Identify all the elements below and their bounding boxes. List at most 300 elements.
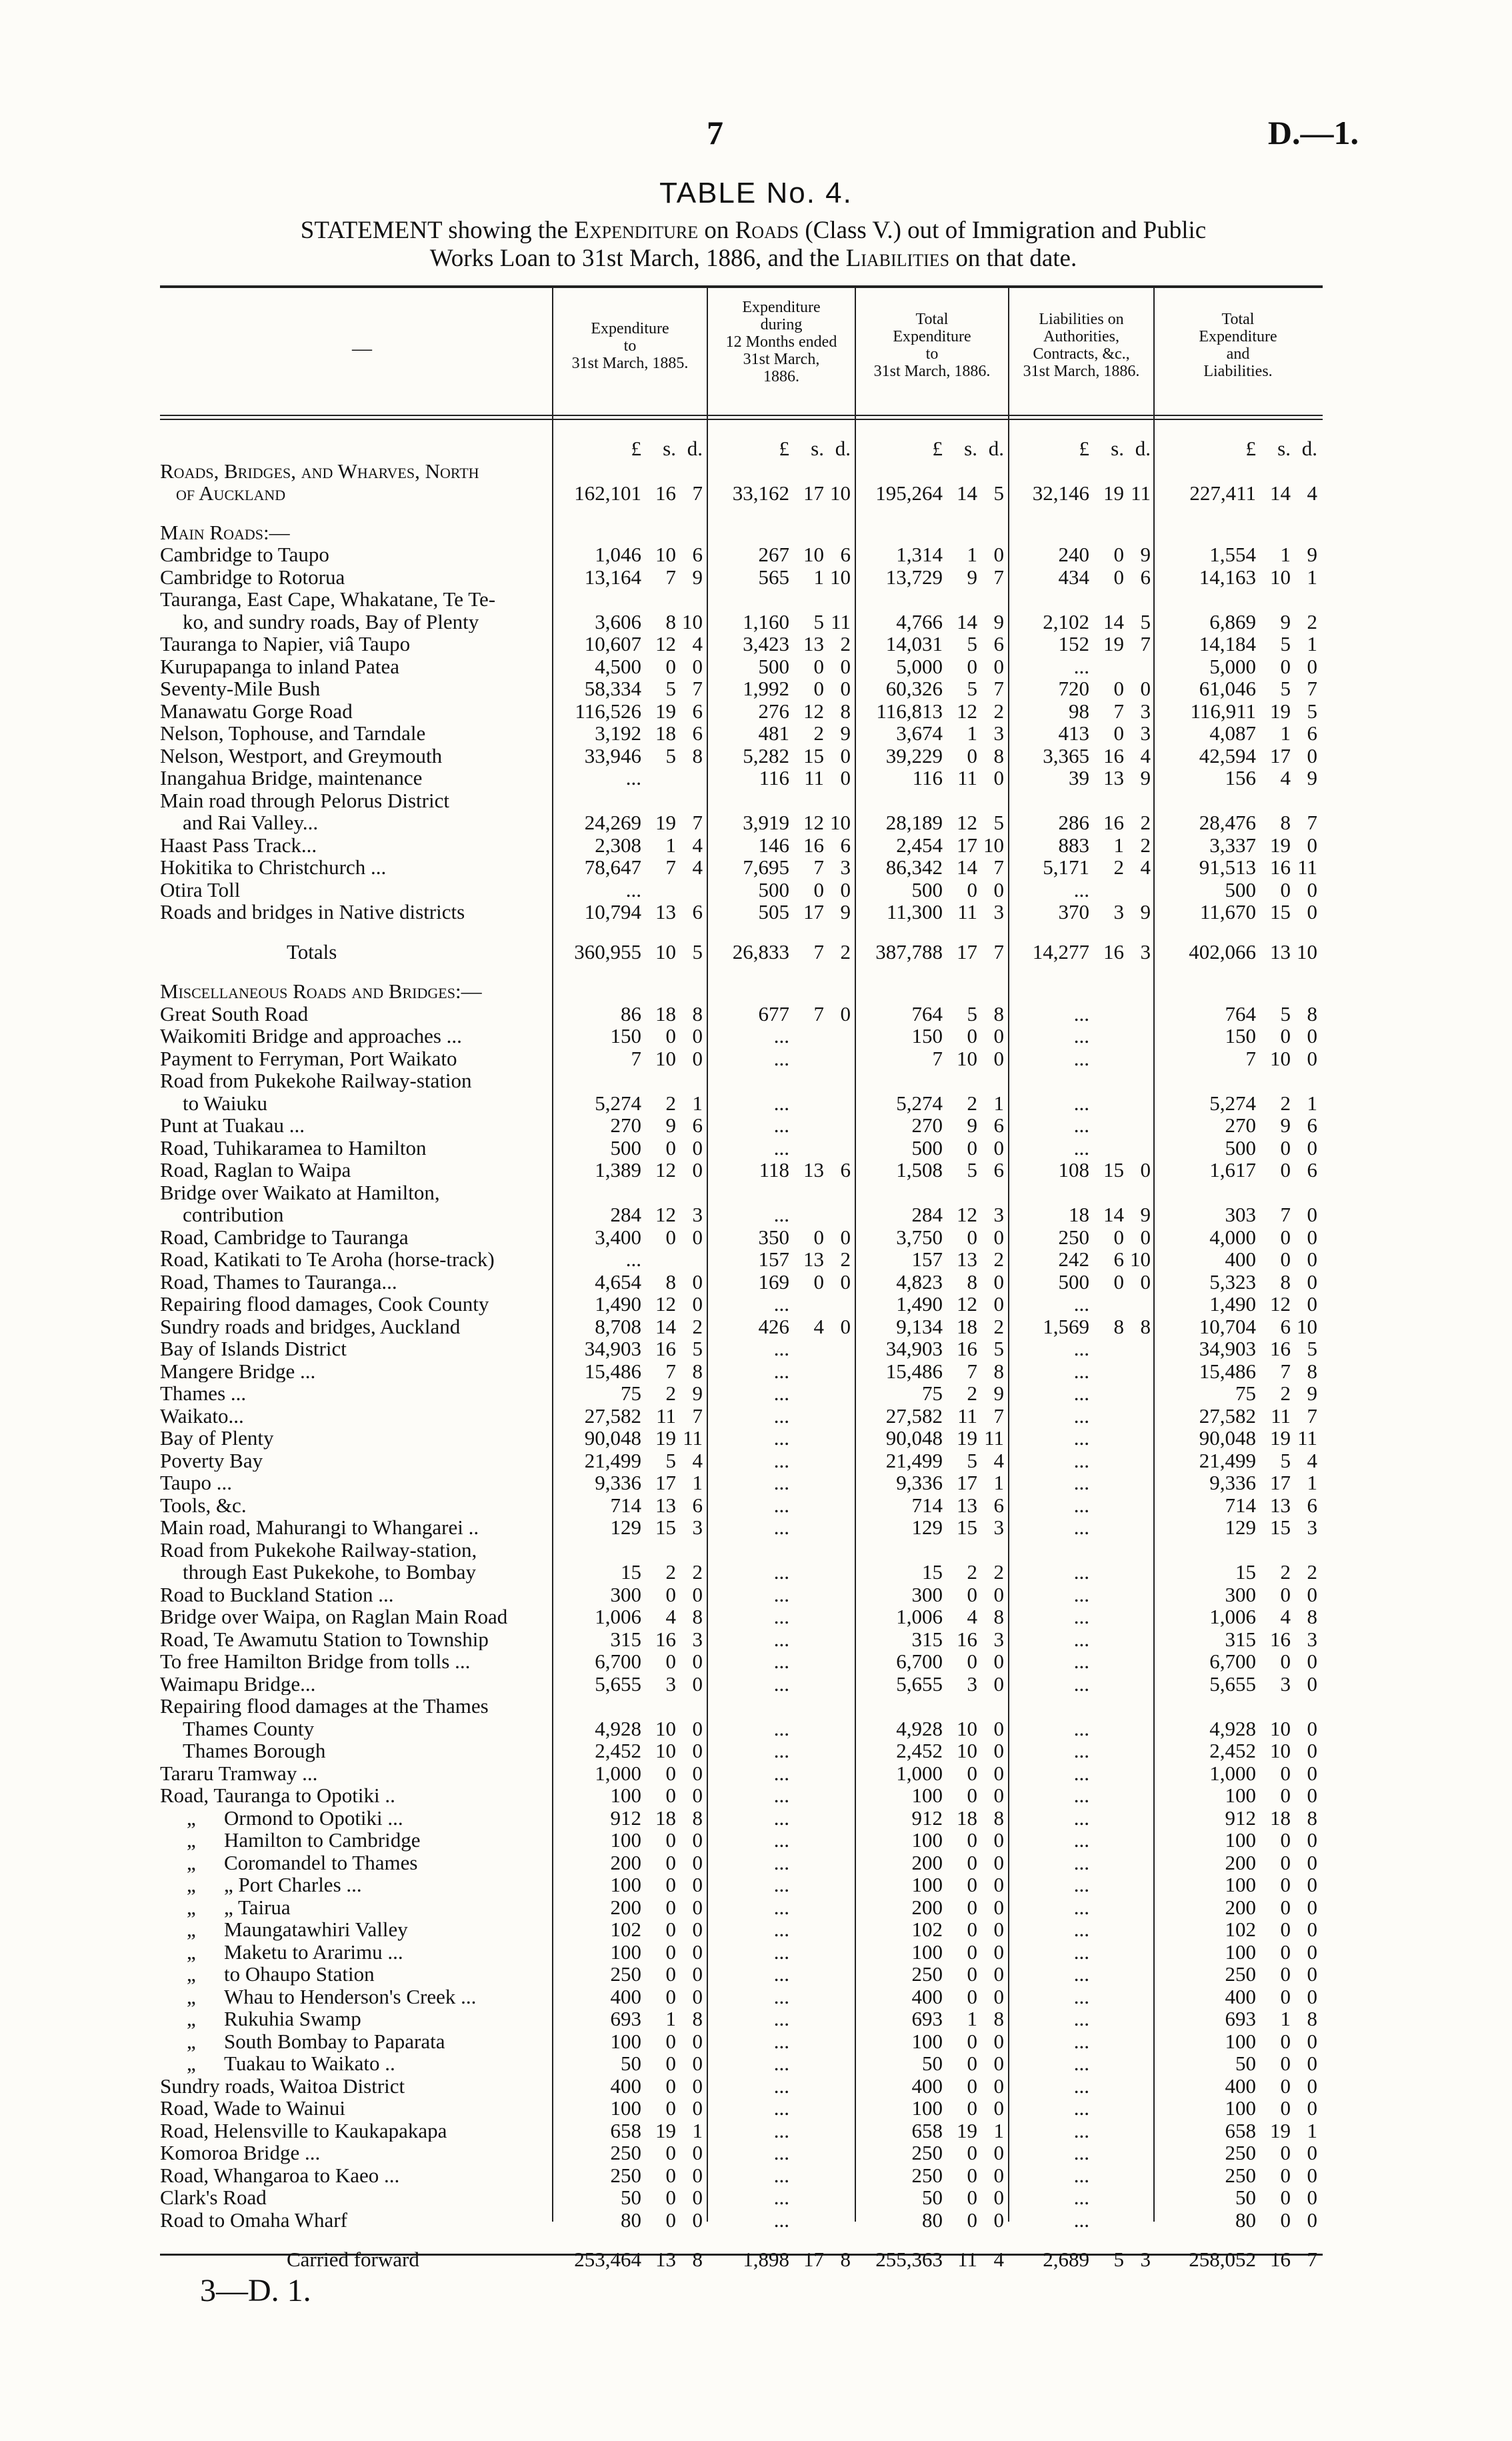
amount-pounds: ... (625, 877, 641, 901)
amount-shillings: 8 (967, 1270, 977, 1294)
amount-pounds: ... (1073, 2052, 1089, 2075)
amount-shillings: 5 (967, 1158, 977, 1181)
amount-shillings: 0 (1113, 721, 1124, 745)
table-row (160, 1606, 1320, 1628)
table-row (160, 1338, 1320, 1360)
amount-pounds: ... (1073, 1493, 1089, 1517)
total-row (160, 2248, 1320, 2271)
amount-pounds: 7 (631, 1046, 641, 1070)
amount-shillings: 19 (1270, 1426, 1291, 1450)
amount-shillings: 11 (957, 1404, 977, 1428)
amount-shillings: 19 (655, 699, 676, 723)
amount-pence: 9 (840, 900, 851, 923)
amount-pence: 2 (993, 1560, 1004, 1584)
amount-pence: 6 (1307, 721, 1317, 745)
amount-shillings: 0 (1280, 1582, 1291, 1606)
amount-pounds: 129 (610, 1516, 641, 1539)
amount-shillings: 11 (957, 900, 977, 923)
amount-pence: 6 (993, 1493, 1004, 1517)
amount-pounds: ... (773, 1716, 789, 1740)
amount-shillings: 15 (957, 1516, 977, 1539)
amount-pounds: 200 (610, 1850, 641, 1874)
row-label: Ormond to Opotiki ... (224, 1806, 403, 1829)
amount-pence: 3 (1140, 939, 1151, 963)
row-label: „ Tairua (224, 1896, 291, 1918)
amount-pounds: 150 (911, 1024, 943, 1047)
label-column-dash: — (352, 337, 372, 359)
amount-pence: 9 (993, 1382, 1004, 1405)
amount-pounds: 303 (1225, 1203, 1256, 1226)
amount-shillings: 10 (655, 1046, 676, 1070)
row-spacer (160, 2231, 1320, 2248)
amount-pounds: ... (1073, 1806, 1089, 1830)
amount-pounds: 270 (911, 1113, 943, 1137)
amount-shillings: 0 (967, 1828, 977, 1852)
amount-pounds: ... (773, 1806, 789, 1830)
amount-pounds: ... (625, 766, 641, 789)
table-row (160, 2030, 1320, 2053)
amount-pence: 8 (840, 2248, 851, 2271)
statement-line2a: Works Loan to 31st March, 1886, and the (429, 245, 840, 272)
amount-shillings: 9 (1280, 1113, 1291, 1137)
row-label: Miscellaneous Roads and Bridges:— (160, 980, 482, 1003)
table-row (160, 2120, 1320, 2142)
table-row (160, 1740, 1320, 1762)
amount-pounds: 34,903 (885, 1337, 943, 1360)
amount-pence: 8 (1307, 1605, 1317, 1628)
amount-pence: 0 (692, 1895, 703, 1919)
amount-pounds: 912 (1225, 1806, 1256, 1830)
amount-pounds: 18 (1069, 1203, 1089, 1226)
amount-pence: 8 (993, 743, 1004, 767)
amount-pounds: 400 (911, 2074, 943, 2098)
col-header-1 (553, 320, 707, 372)
amount-pounds: 11,300 (886, 900, 943, 923)
amount-pounds: 4,928 (1209, 1716, 1256, 1740)
amount-shillings: 12 (957, 1292, 977, 1316)
amount-pounds: 14,163 (1199, 565, 1256, 589)
amount-pence: 3 (1140, 699, 1151, 723)
amount-pounds: 5,323 (1209, 1270, 1256, 1294)
amount-pounds: 5,274 (1209, 1091, 1256, 1115)
amount-shillings: 10 (803, 543, 824, 566)
amount-shillings: 11 (1271, 1404, 1291, 1428)
amount-shillings: 0 (1280, 1850, 1291, 1874)
amount-pounds: ... (773, 2096, 789, 2120)
amount-pence: 0 (993, 2052, 1004, 2075)
amount-pounds: ... (1073, 877, 1089, 901)
statement-expenditure: Expenditure (574, 217, 699, 244)
amount-pounds: ... (773, 1359, 789, 1383)
amount-pounds: 100 (1225, 2029, 1256, 2053)
table-row (160, 1650, 1320, 1673)
amount-pounds: 28,189 (885, 811, 943, 834)
amount-pence: 1 (993, 1471, 1004, 1494)
amount-pence: 8 (993, 2007, 1004, 2030)
amount-pounds: 100 (1225, 1828, 1256, 1852)
amount-pence: 0 (993, 1739, 1004, 1762)
amount-pounds: 2,102 (1043, 609, 1089, 633)
amount-pounds: ... (773, 1918, 789, 1941)
amount-pence: 0 (692, 1024, 703, 1047)
amount-pounds: 253,464 (574, 2248, 641, 2271)
amount-pounds: 1,006 (1209, 1605, 1256, 1628)
amount-shillings: 14 (957, 481, 977, 505)
amount-shillings: 6 (1113, 1248, 1124, 1271)
amount-shillings: 7 (813, 939, 824, 963)
amount-pounds: 883 (1058, 833, 1089, 857)
amount-pence: 0 (1307, 1895, 1317, 1919)
amount-pounds: 4,087 (1209, 721, 1256, 745)
amount-pounds: ... (1073, 1560, 1089, 1584)
amount-pence: 5 (1307, 1337, 1317, 1360)
table-row (160, 1628, 1320, 1651)
amount-pounds: ... (1073, 1582, 1089, 1606)
amount-shillings: 0 (665, 1135, 676, 1159)
amount-pence: 0 (993, 766, 1004, 789)
amount-pence: 0 (692, 1828, 703, 1852)
amount-pence: 2 (840, 1248, 851, 1271)
amount-pounds: 1,160 (743, 609, 789, 633)
amount-pounds: 255,363 (875, 2248, 943, 2271)
table-row (160, 1316, 1320, 1338)
ditto-mark: „ (187, 1895, 196, 1919)
amount-pence: 8 (840, 699, 851, 723)
amount-shillings: 10 (957, 1046, 977, 1070)
amount-pence: 8 (1140, 1314, 1151, 1338)
table-row (160, 1248, 1320, 1271)
amount-shillings: 2 (813, 721, 824, 745)
row-label: Manawatu Gorge Road (160, 699, 353, 722)
amount-pounds: 250 (1225, 2163, 1256, 2187)
amount-pence: 0 (1140, 1225, 1151, 1249)
amount-pence: 0 (692, 1225, 703, 1249)
amount-pounds: ... (1073, 1940, 1089, 1964)
amount-pounds: 500 (1225, 877, 1256, 901)
table-row (160, 1025, 1320, 1047)
amount-pounds: ... (1073, 1716, 1089, 1740)
amount-shillings: 0 (967, 1984, 977, 2008)
amount-shillings: 0 (967, 2096, 977, 2120)
amount-pence: 0 (993, 1225, 1004, 1249)
row-label: Tararu Tramway ... (160, 1762, 318, 1784)
amount-pence: 0 (840, 677, 851, 700)
row-label: Road, Te Awamutu Station to Township (160, 1628, 489, 1650)
table-row (160, 655, 1320, 678)
table-body (160, 437, 1320, 2271)
amount-pence: 3 (993, 1203, 1004, 1226)
amount-shillings: 0 (967, 2029, 977, 2053)
amount-shillings: 3 (967, 1672, 977, 1696)
col-header-3-line: to (925, 345, 939, 363)
amount-shillings: 10 (1270, 1739, 1291, 1762)
amount-pounds: ... (1073, 2186, 1089, 2209)
amount-pence: 8 (692, 1359, 703, 1383)
amount-pounds: ... (1073, 1135, 1089, 1159)
amount-shillings: 0 (1280, 877, 1291, 901)
amount-pence: 7 (993, 677, 1004, 700)
ditto-mark: „ (187, 1918, 196, 1941)
amount-pounds: 240 (1058, 543, 1089, 566)
amount-pounds: 720 (1058, 677, 1089, 700)
amount-pence: 0 (840, 1225, 851, 1249)
amount-pence: 0 (1307, 1918, 1317, 1941)
amount-pounds: ... (773, 2029, 789, 2053)
ditto-mark: „ (187, 1984, 196, 2008)
amount-shillings: 0 (967, 2052, 977, 2075)
amount-shillings: 4 (813, 1314, 824, 1338)
amount-pounds: 3,606 (595, 609, 641, 633)
row-label: Bay of Plenty (160, 1427, 274, 1450)
amount-pounds: 50 (922, 2052, 943, 2075)
amount-pence: 9 (1140, 900, 1151, 923)
amount-shillings: 15 (1270, 900, 1291, 923)
amount-pence: 0 (1307, 654, 1317, 678)
amount-shillings: 12 (957, 811, 977, 834)
amount-pence: 8 (993, 1605, 1004, 1628)
amount-pounds: 118 (759, 1158, 789, 1181)
amount-pounds: ... (773, 1850, 789, 1874)
amount-pence: 4 (692, 855, 703, 879)
amount-pounds: £ (1079, 437, 1089, 460)
amount-shillings: 4 (1280, 1605, 1291, 1628)
amount-shillings: 5 (967, 632, 977, 655)
amount-pence: 0 (993, 1828, 1004, 1852)
row-label: Road, Katikati to Te Aroha (horse-track) (160, 1248, 495, 1271)
amount-pounds: ... (773, 1672, 789, 1696)
amount-shillings: 16 (655, 1627, 676, 1651)
amount-pounds: 129 (1225, 1516, 1256, 1539)
row-label: Thames County (183, 1717, 315, 1740)
amount-shillings: 0 (1280, 1650, 1291, 1673)
amount-pence: 4 (993, 2248, 1004, 2271)
amount-pounds: 10,704 (1199, 1314, 1256, 1338)
ditto-mark: „ (187, 1873, 196, 1896)
amount-pounds: 10,794 (584, 900, 641, 923)
row-label: Road, Tauranga to Opotiki .. (160, 1784, 395, 1807)
col-header-5-line: and (1226, 345, 1250, 363)
row-label: Thames Borough (183, 1740, 326, 1762)
amount-pounds: ... (773, 1627, 789, 1651)
amount-pounds: 1,569 (1043, 1314, 1089, 1338)
amount-pence: 11 (984, 1426, 1004, 1450)
amount-pounds: ... (773, 1426, 789, 1450)
col-header-3 (856, 311, 1008, 380)
amount-pounds: ... (1073, 1404, 1089, 1428)
amount-pounds: ... (773, 1784, 789, 1807)
amount-pounds: 370 (1058, 900, 1089, 923)
amount-pounds: 250 (911, 2163, 943, 2187)
amount-shillings: 0 (1280, 1918, 1291, 1941)
table-row (160, 1092, 1320, 1115)
amount-pounds: ... (1073, 1918, 1089, 1941)
table-row (160, 811, 1320, 834)
section-heading-row (160, 521, 1320, 544)
amount-pounds: ... (773, 1605, 789, 1628)
amount-pence: 7 (692, 1404, 703, 1428)
table-row (160, 1695, 1320, 1718)
amount-pounds: 1,000 (595, 1761, 641, 1785)
amount-pence: 11 (683, 1426, 703, 1450)
amount-shillings: 19 (957, 2118, 977, 2142)
table-row (160, 1360, 1320, 1383)
amount-pounds: 150 (610, 1024, 641, 1047)
amount-pence: 7 (993, 565, 1004, 589)
amount-pence: 0 (692, 2163, 703, 2187)
amount-pounds: ... (1073, 1873, 1089, 1896)
amount-pence: 0 (692, 1292, 703, 1316)
table-row (160, 767, 1320, 789)
amount-shillings: 13 (803, 1158, 824, 1181)
table-row (160, 2209, 1320, 2232)
amount-pounds: 1,490 (1209, 1292, 1256, 1316)
col-header-3-line: Total (915, 311, 949, 328)
amount-pounds: ... (773, 2007, 789, 2030)
amount-shillings: 0 (665, 1895, 676, 1919)
amount-shillings: 5 (967, 1001, 977, 1025)
amount-pence: 7 (692, 811, 703, 834)
amount-pence: 0 (692, 1739, 703, 1762)
amount-shillings: 19 (655, 811, 676, 834)
amount-pounds: ... (773, 1962, 789, 1986)
row-label: Bay of Islands District (160, 1338, 347, 1360)
row-spacer (160, 923, 1320, 941)
amount-pence: 0 (692, 1850, 703, 1874)
amount-pence: 0 (692, 2186, 703, 2209)
amount-pounds: ... (773, 1113, 789, 1137)
amount-pounds: 24,269 (584, 811, 641, 834)
amount-pounds: 129 (911, 1516, 943, 1539)
amount-shillings: 4 (967, 1605, 977, 1628)
amount-pence: 11 (831, 609, 851, 633)
amount-pounds: 50 (621, 2052, 641, 2075)
amount-pounds: 27,582 (1199, 1404, 1256, 1428)
table-row (160, 1718, 1320, 1740)
col-header-5-line: Liabilities. (1203, 363, 1273, 380)
table-row (160, 1539, 1320, 1562)
amount-shillings: 8 (665, 609, 676, 633)
row-label: Cambridge to Rotorua (160, 565, 345, 588)
section-heading-row (160, 980, 1320, 1003)
col-header-4-line: Liabilities on (1039, 311, 1124, 328)
row-label: Tuakau to Waikato .. (224, 2052, 395, 2075)
amount-pounds: 413 (1058, 721, 1089, 745)
amount-pounds: 764 (911, 1001, 943, 1025)
amount-shillings: 10 (655, 1739, 676, 1762)
row-label: Tauranga to Napier, viâ Taupo (160, 633, 411, 655)
amount-pounds: 86,342 (885, 855, 943, 879)
row-label: Road, Thames to Tauranga... (160, 1270, 397, 1293)
ditto-mark: „ (187, 1962, 196, 1986)
amount-shillings: 0 (665, 1873, 676, 1896)
amount-pounds: 500 (911, 877, 943, 901)
amount-pounds: 26,833 (732, 939, 789, 963)
amount-pounds: 9,336 (896, 1471, 943, 1494)
col-header-4 (1009, 311, 1153, 380)
amount-pence: 6 (692, 1493, 703, 1517)
amount-pence: 4 (1307, 1448, 1317, 1472)
table-row (160, 1561, 1320, 1584)
amount-pounds: 4,500 (595, 654, 641, 678)
amount-pence: 10 (830, 481, 851, 505)
amount-shillings: 1 (813, 565, 824, 589)
amount-shillings: 12 (957, 1203, 977, 1226)
amount-shillings: 19 (1270, 699, 1291, 723)
row-label: Road, Raglan to Waipa (160, 1159, 351, 1181)
amount-shillings: 2 (665, 1560, 676, 1584)
amount-pence: 0 (1307, 877, 1317, 901)
amount-shillings: 0 (1280, 2052, 1291, 2075)
amount-pence: 0 (993, 2029, 1004, 2053)
amount-shillings: 0 (813, 677, 824, 700)
amount-pounds: 13,729 (885, 565, 943, 589)
amount-shillings: 12 (803, 699, 824, 723)
row-label: Road from Pukekohe Railway-station, (160, 1538, 477, 1561)
amount-shillings: 19 (957, 1426, 977, 1450)
amount-shillings: 13 (1270, 939, 1291, 963)
table-row (160, 1450, 1320, 1472)
amount-pounds: 60,326 (885, 677, 943, 700)
amount-shillings: 5 (1280, 632, 1291, 655)
table-row (160, 745, 1320, 767)
amount-shillings: 0 (813, 877, 824, 901)
amount-pounds: 200 (1225, 1895, 1256, 1919)
amount-pounds: ... (773, 2052, 789, 2075)
amount-pence: 8 (692, 1806, 703, 1830)
amount-pence: 5 (692, 1337, 703, 1360)
amount-pounds: ... (773, 1940, 789, 1964)
amount-shillings: 19 (655, 2118, 676, 2142)
amount-pence: 0 (840, 654, 851, 678)
amount-shillings: 5 (665, 743, 676, 767)
amount-pounds: 500 (610, 1135, 641, 1159)
col-header-1-line: Expenditure (591, 320, 669, 337)
amount-pence: 9 (840, 721, 851, 745)
amount-pounds: 5,655 (595, 1672, 641, 1696)
amount-shillings: 0 (1280, 1895, 1291, 1919)
amount-pence: 6 (1140, 565, 1151, 589)
amount-shillings: 13 (655, 900, 676, 923)
table-row (160, 2164, 1320, 2187)
amount-pounds: ... (1073, 1024, 1089, 1047)
amount-pence: 0 (692, 1784, 703, 1807)
amount-shillings: 0 (1280, 2096, 1291, 2120)
amount-shillings: 0 (665, 654, 676, 678)
amount-pence: 8 (692, 2007, 703, 2030)
amount-shillings: 3 (665, 1672, 676, 1696)
amount-pounds: 434 (1058, 565, 1089, 589)
col-header-3-line: 31st March, 1886. (873, 363, 991, 380)
table-row (160, 1047, 1320, 1070)
amount-pence: 0 (1140, 677, 1151, 700)
amount-pence: 1 (993, 2118, 1004, 2142)
amount-pence: 9 (1307, 1382, 1317, 1405)
amount-shillings: 5 (665, 677, 676, 700)
amount-pence: 0 (1307, 1582, 1317, 1606)
amount-pence: 7 (692, 481, 703, 505)
amount-pounds: ... (1073, 2141, 1089, 2164)
row-label: Waimapu Bridge... (160, 1672, 316, 1695)
table-row (160, 1003, 1320, 1025)
amount-pounds: ... (773, 1382, 789, 1405)
amount-pounds: ... (1073, 1516, 1089, 1539)
amount-pounds: 2,454 (896, 833, 943, 857)
amount-shillings: 10 (655, 1716, 676, 1740)
amount-shillings: 8 (1280, 1270, 1291, 1294)
amount-pence: 2 (993, 1314, 1004, 1338)
statement-line2b: on that date. (955, 245, 1077, 272)
amount-pounds: 39 (1069, 766, 1089, 789)
